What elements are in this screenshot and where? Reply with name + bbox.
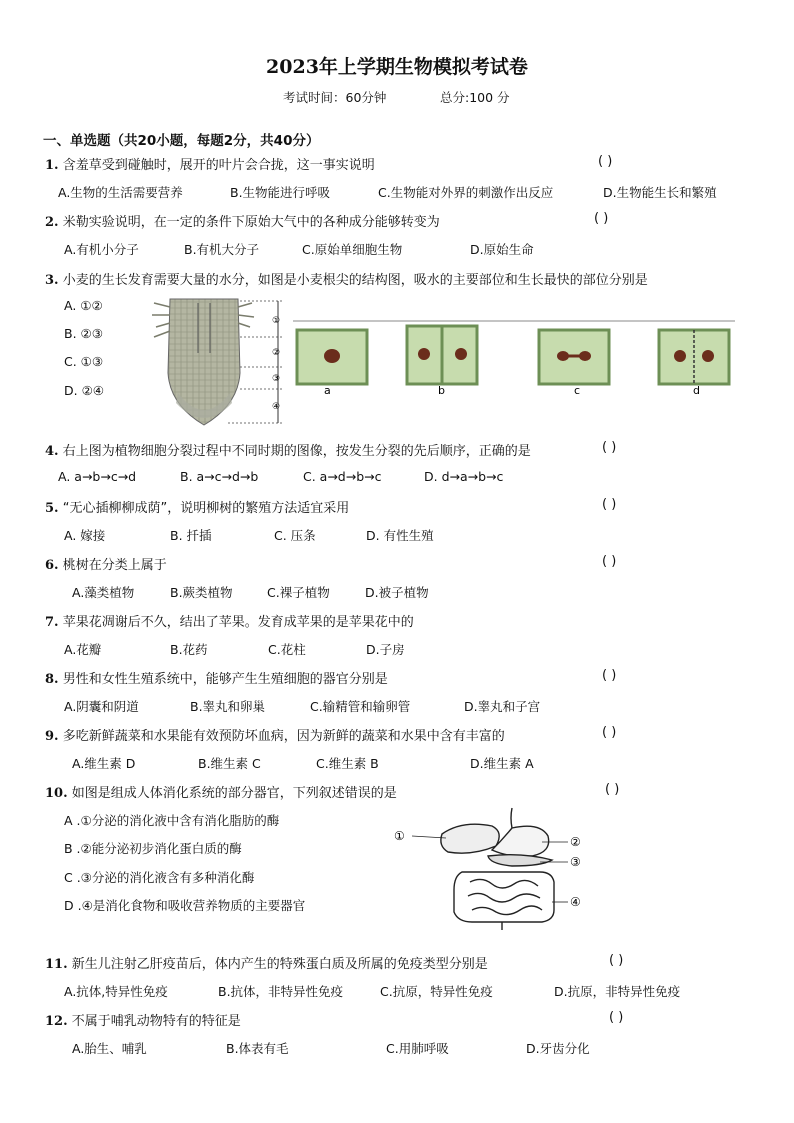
root-mark-3: ③ (272, 374, 281, 384)
question-12 (45, 1010, 241, 1029)
question-text: 桃树在分类上属于 (62, 558, 167, 573)
option: B. a→c→d→b (180, 469, 259, 484)
question-number: 6. (45, 558, 59, 573)
option: D.维生素 A (470, 756, 534, 771)
cell-division-figure (293, 318, 735, 398)
question-text: 含羞草受到碰触时，展开的叶片会合拢，这一事实说明 (62, 158, 375, 173)
question-text: 男性和女性生殖系统中，能够产生生殖细胞的器官分别是 (62, 672, 388, 687)
question-text: 如图是组成人体消化系统的部分器官，下列叙述错误的是 (71, 786, 397, 801)
option: A.维生素 D (72, 756, 136, 771)
question-number: 3. (45, 273, 59, 288)
option: B.蕨类植物 (170, 585, 233, 600)
digestive-system-figure (392, 806, 602, 932)
page-title: 2023年上学期生物模拟考试卷 (266, 56, 528, 78)
option: B.抗体，非特异性免疫 (218, 984, 344, 999)
question-number: 4. (45, 444, 59, 459)
option: D. ②④ (64, 383, 104, 398)
option: C.裸子植物 (267, 585, 330, 600)
question-number: 9. (45, 729, 59, 744)
option: A. a→b→c→d (58, 469, 137, 484)
option: C.抗原，特异性免疫 (380, 984, 493, 999)
digestive-mark-1: ① (394, 829, 405, 843)
cell-label-b: b (438, 384, 445, 397)
answer-blank: ( ) (602, 497, 617, 512)
option: D.生物能生长和繁殖 (603, 185, 717, 200)
option: C. a→d→b→c (303, 469, 382, 484)
option: D.被子植物 (365, 585, 429, 600)
cell-label-d: d (693, 384, 700, 397)
question-text: 苹果花凋谢后不久，结出了苹果。发育成苹果的是苹果花中的 (62, 615, 414, 630)
option: D. 有性生殖 (366, 528, 434, 543)
question-number: 11. (45, 957, 68, 972)
question-3 (45, 269, 648, 288)
question-number: 12. (45, 1014, 68, 1029)
question-5 (45, 497, 349, 516)
answer-blank: ( ) (605, 782, 620, 797)
answer-blank: ( ) (609, 1010, 624, 1025)
root-mark-1: ① (272, 316, 281, 326)
question-number: 7. (45, 615, 59, 630)
question-8 (45, 668, 388, 687)
option: B. 扦插 (170, 528, 212, 543)
option: A .①分泌的消化液中含有消化脂肪的酶 (64, 813, 280, 828)
question-6 (45, 554, 167, 573)
question-text: 米勒实验说明，在一定的条件下原始大气中的各种成分能够转变为 (62, 215, 440, 230)
option: A.有机小分子 (64, 242, 139, 257)
question-number: 10. (45, 786, 68, 801)
question-text: “无心插柳柳成荫”，说明柳树的繁殖方法适宜采用 (62, 501, 350, 516)
option: C .③分泌的消化液含有多种消化酶 (64, 870, 255, 885)
question-2 (45, 211, 440, 230)
digestive-mark-2: ② (570, 835, 581, 849)
option: C.生物能对外界的刺激作出反应 (378, 185, 554, 200)
option: C.花柱 (268, 642, 306, 657)
question-9 (45, 725, 505, 744)
option: D.原始生命 (470, 242, 534, 257)
option: B.睾丸和卵巢 (190, 699, 266, 714)
question-text: 右上图为植物细胞分裂过程中不同时期的图像，按发生分裂的先后顺序，正确的是 (62, 444, 531, 459)
cell-label-c: c (574, 384, 581, 397)
question-1 (45, 154, 375, 173)
option: C.原始单细胞生物 (302, 242, 403, 257)
answer-blank: ( ) (594, 211, 609, 226)
question-text: 多吃新鲜蔬菜和水果能有效预防坏血病，因为新鲜的蔬菜和水果中含有丰富的 (62, 729, 505, 744)
cell-label-a: a (324, 384, 331, 397)
option: B. ②③ (64, 326, 103, 341)
question-number: 2. (45, 215, 59, 230)
option: D.牙齿分化 (526, 1041, 590, 1056)
root-mark-2: ② (272, 348, 281, 358)
question-text: 新生儿注射乙肝疫苗后，体内产生的特殊蛋白质及所属的免疫类型分别是 (71, 957, 488, 972)
option: C.维生素 B (316, 756, 379, 771)
option: C. 压条 (274, 528, 316, 543)
option: B.生物能进行呼吸 (230, 185, 331, 200)
question-text: 小麦的生长发育需要大量的水分，如图是小麦根尖的结构图，吸水的主要部位和生长最快的部位分别是 (62, 273, 648, 288)
exam-time: 考试时间：60分钟 (283, 90, 387, 105)
option: D.睾丸和子宫 (464, 699, 541, 714)
root-mark-4: ④ (272, 402, 281, 412)
root-tip-figure (148, 293, 296, 429)
question-text: 不属于哺乳动物特有的特征是 (71, 1014, 241, 1029)
option: A.生物的生活需要营养 (58, 185, 183, 200)
question-number: 8. (45, 672, 59, 687)
answer-blank: ( ) (602, 725, 617, 740)
question-number: 5. (45, 501, 59, 516)
option: A.胎生、哺乳 (72, 1041, 147, 1056)
option: C. ①③ (64, 354, 104, 369)
question-10 (45, 782, 397, 801)
option: D. d→a→b→c (424, 469, 504, 484)
answer-blank: ( ) (609, 953, 624, 968)
digestive-mark-4: ④ (570, 895, 581, 909)
option: B.维生素 C (198, 756, 261, 771)
option: B .②能分泌初步消化蛋白质的酶 (64, 841, 242, 856)
answer-blank: ( ) (602, 668, 617, 683)
option: A. 嫁接 (64, 528, 106, 543)
option: A. ①② (64, 298, 103, 313)
option: A.花瓣 (64, 642, 102, 657)
option: D .④是消化食物和吸收营养物质的主要器官 (64, 898, 306, 913)
question-11 (45, 953, 488, 972)
option: C.输精管和输卵管 (310, 699, 411, 714)
option: A.抗体,特异性免疫 (64, 984, 168, 999)
question-7 (45, 611, 414, 630)
option: C.用肺呼吸 (386, 1041, 449, 1056)
question-number: 1. (45, 158, 59, 173)
question-4 (45, 440, 531, 459)
option: A.阴囊和阴道 (64, 699, 139, 714)
option: B.体表有毛 (226, 1041, 289, 1056)
answer-blank: ( ) (598, 154, 613, 169)
option: B.花药 (170, 642, 208, 657)
option: A.藻类植物 (72, 585, 135, 600)
section-heading: 一、单选题（共20小题，每题2分，共40分） (43, 133, 320, 149)
digestive-mark-3: ③ (570, 855, 581, 869)
answer-blank: ( ) (602, 440, 617, 455)
answer-blank: ( ) (602, 554, 617, 569)
option: D.子房 (366, 642, 405, 657)
total-score: 总分:100 分 (440, 90, 510, 105)
option: D.抗原，非特异性免疫 (554, 984, 681, 999)
option: B.有机大分子 (184, 242, 260, 257)
